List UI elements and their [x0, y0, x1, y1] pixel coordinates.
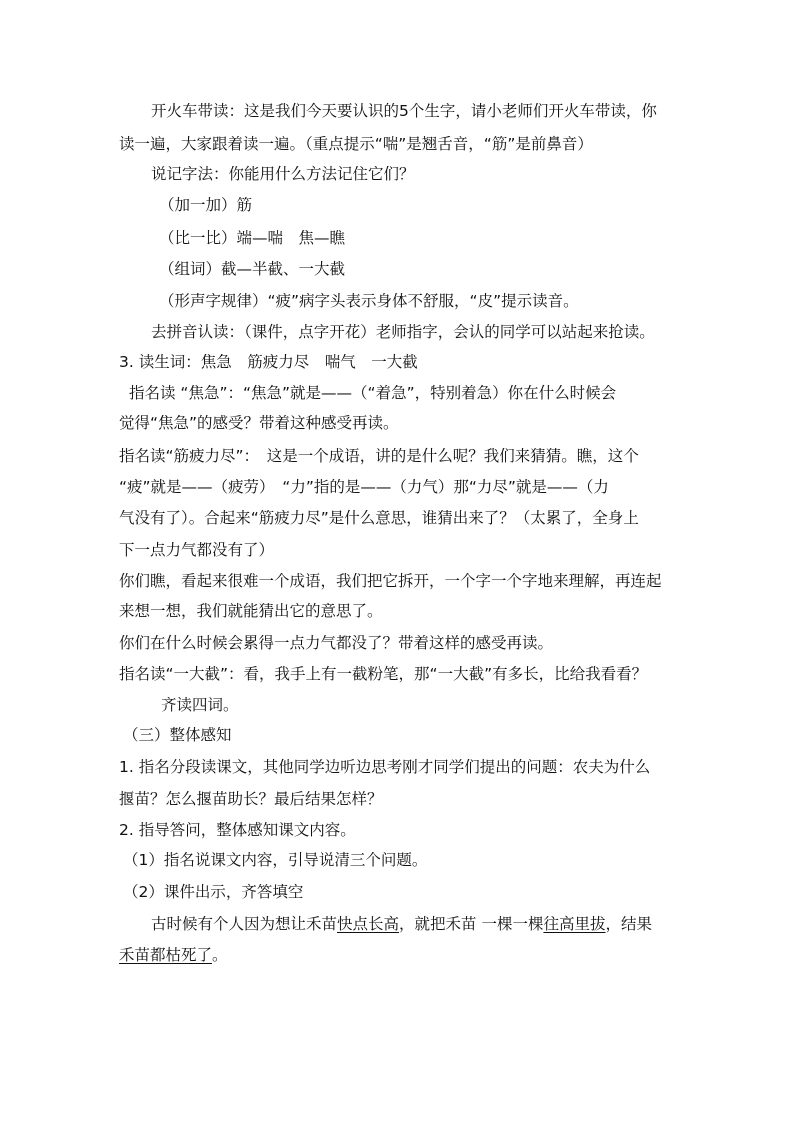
text-line: （1）指名说课文内容，引导说清三个问题。 [123, 851, 428, 869]
sentence-text: 。 [212, 946, 228, 964]
text-line: 觉得“焦急”的感受？带着这种感受再读。 [119, 414, 399, 432]
text-line: “疲”就是——（疲劳） “力”指的是——（力气）那“力尽”就是——（力 [119, 478, 609, 496]
text-line: （加一加）筋 [159, 196, 253, 214]
text-line: 气没有了）。合起来“筋疲力尽”是什么意思，谁猜出来了？（太累了，全身上 [119, 509, 639, 527]
text-line: 读一遍，大家跟着读一遍。（重点提示“喘”是翘舌音，“筋”是前鼻音） [119, 135, 593, 153]
text-line: 指名读“一大截”：看，我手上有一截粉笔，那“一大截”有多长，比给我看看？ [119, 665, 648, 683]
text-line: 来想一想，我们就能猜出它的意思了。 [119, 602, 383, 620]
text-line: 说记字法：你能用什么方法记住它们？ [151, 165, 415, 183]
sentence-text: ，结果 [605, 915, 652, 933]
fill-blank-sentence-cont [119, 942, 679, 968]
text-line: 1. 指名分段读课文，其他同学边听边思考刚才同学们提出的问题：农夫为什么 [119, 758, 651, 776]
text-line: 去拼音认读：（课件，点字开花）老师指字，会认的同学可以站起来抢读。 [151, 323, 655, 341]
fill-blank-sentence [119, 911, 711, 937]
text-line: 下一点力气都没有了） [119, 541, 275, 559]
text-line: 你们瞧，看起来很难一个成语，我们把它拆开，一个字一个字地来理解，再连起 [119, 572, 662, 590]
text-line: 3. 读生词：焦急 筋疲力尽 喘气 一大截 [119, 353, 418, 371]
text-line: 2. 指导答问，整体感知课文内容。 [119, 821, 356, 839]
sentence-text: 古时候有个人因为想让禾苗 [151, 915, 338, 933]
fill-answer: 往高里拔 [543, 915, 606, 933]
fill-answer: 快点长高 [337, 915, 400, 933]
text-line: （组词）截—半截、一大截 [159, 260, 346, 278]
section-heading: （三）整体感知 [123, 726, 232, 744]
text-line: 开火车带读：这是我们今天要认识的5个生字，请小老师们开火车带读，你 [151, 102, 657, 120]
text-line: 指名读 “焦急”：“焦急”就是——（“着急”，特别着急）你在什么时候会 [129, 384, 617, 402]
text-line: 揠苗？怎么揠苗助长？最后结果怎样？ [119, 790, 383, 808]
text-line: 指名读“筋疲力尽”： 这是一个成语，讲的是什么呢？我们来猜猜。瞧，这个 [119, 447, 639, 465]
text-line: 你们在什么时候会累得一点力气都没了？带着这样的感受再读。 [119, 634, 554, 652]
text-line: （2）课件出示，齐答填空 [123, 883, 304, 901]
text-line: （形声字规律）“疲”病字头表示身体不舒服，“皮”提示读音。 [159, 292, 579, 310]
fill-answer: 禾苗都枯死了 [119, 946, 213, 964]
sentence-text: ，就把禾苗 一棵一棵 [399, 915, 544, 933]
text-line: （比一比）端—喘 焦—瞧 [159, 229, 346, 247]
text-line: 齐读四词。 [161, 696, 239, 714]
